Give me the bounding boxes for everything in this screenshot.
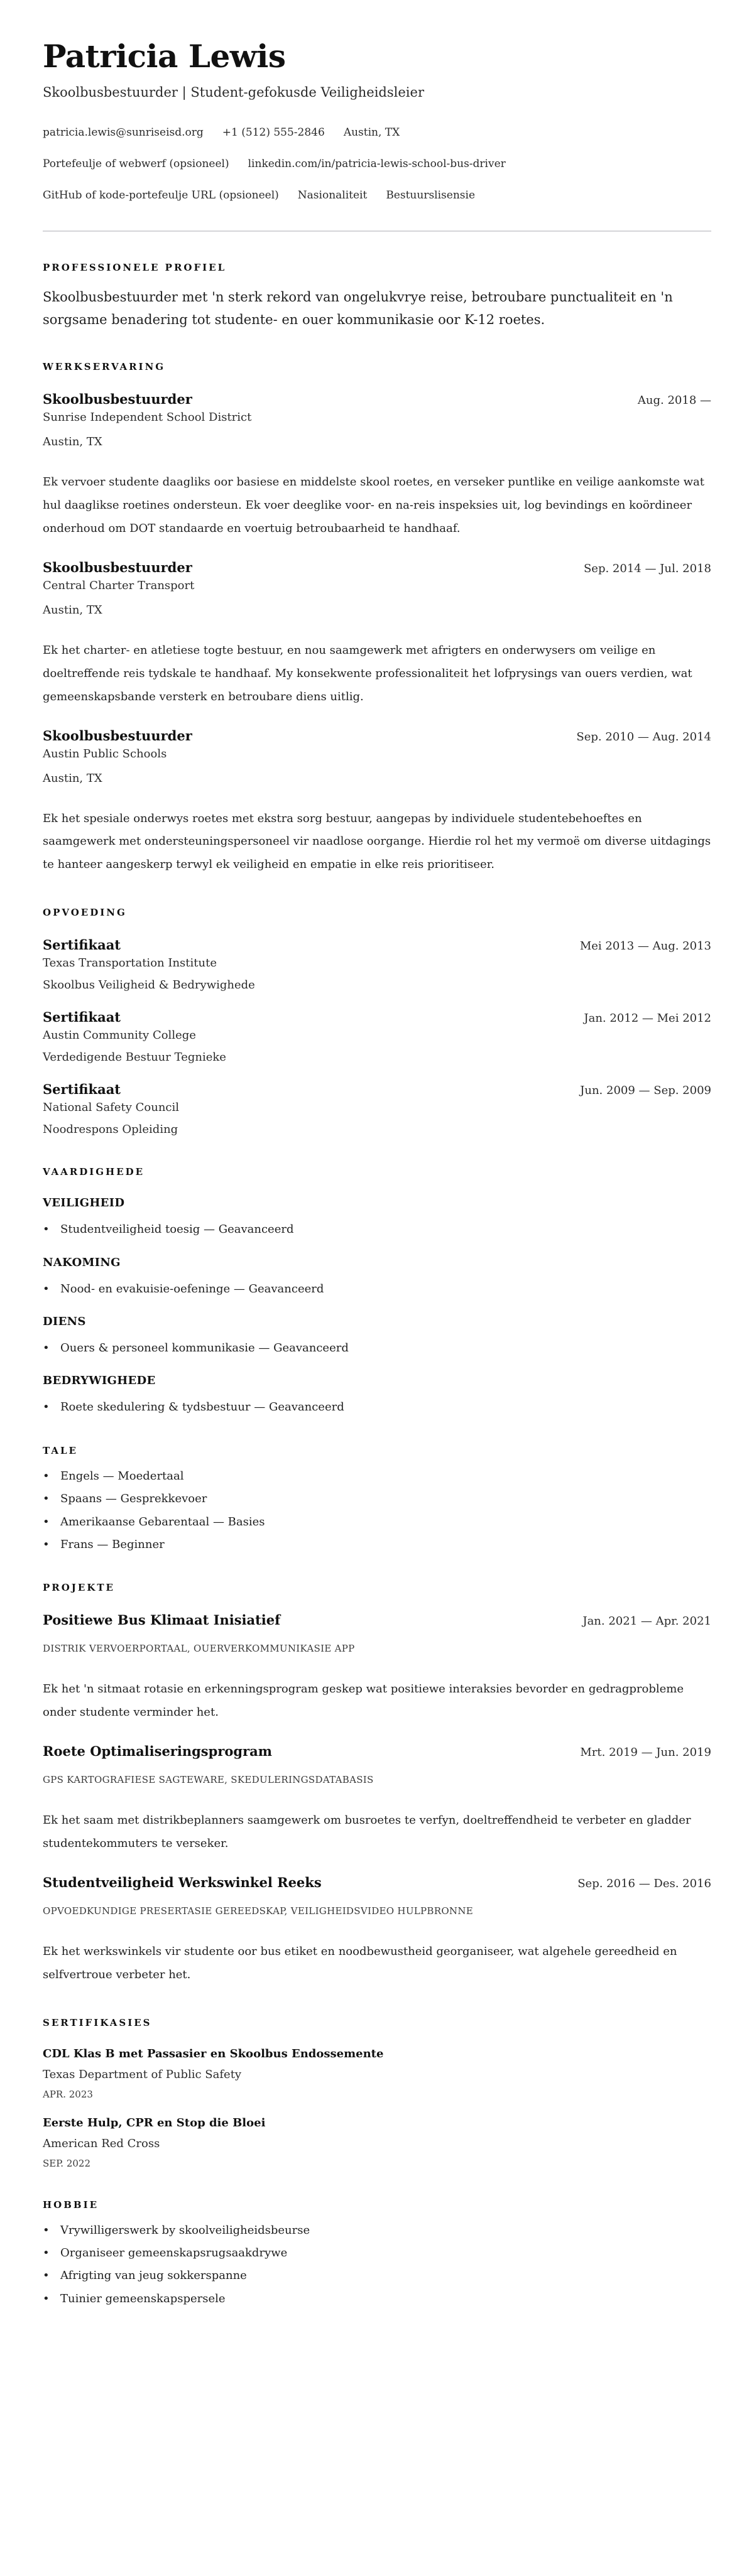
hobby-list — [43, 2223, 711, 2307]
certification-issuer: Texas Department of Public Safety — [43, 2067, 242, 2081]
project-item — [43, 1743, 711, 1856]
contact-phone[interactable]: +1 (512) 555-2846 — [222, 126, 325, 139]
language-item: • Spaans — Gesprekkevoer — [43, 1491, 711, 1506]
skill-group — [43, 1374, 711, 1414]
project-name: Roete Optimaliseringsprogram — [43, 1743, 272, 1760]
education-institution: Texas Transportation Institute — [43, 956, 217, 970]
profile-section — [43, 262, 711, 331]
section-title-profile: PROFESSIONELE PROFIEL — [43, 262, 227, 273]
job-location: Austin, TX — [43, 435, 102, 449]
education-section — [43, 907, 711, 1136]
education-dates: Mei 2013 — Aug. 2013 — [579, 939, 711, 953]
certification-item — [43, 2116, 711, 2169]
skill-item: • Nood- en evakuisie-oefeninge — Geavanceerd — [43, 1282, 711, 1296]
job-title: Skoolbusbestuurder — [43, 391, 192, 408]
contact-email[interactable]: patricia.lewis@sunriseisd.org — [43, 126, 204, 139]
education-item — [43, 1081, 711, 1136]
candidate-headline: Skoolbusbestuurder | Student-gefokusde Veiligheidsleier — [43, 85, 424, 100]
skill-group-title: NAKOMING — [43, 1255, 121, 1269]
candidate-name: Patricia Lewis — [43, 38, 286, 75]
project-tech: DISTRIK VERVOERPORTAAL, OUERVERKOMMUNIKASIE APP — [43, 1643, 355, 1655]
project-description: Ek het werkswinkels vir studente oor bus etiket en noodbewustheid georganiseer, wat algehele gereedheid en selfvertroue verbeter het. — [43, 1944, 677, 1981]
education-degree: Sertifikaat — [43, 1009, 121, 1026]
hobby-item: • Vrywilligerswerk by skoolveiligheidsbeurse — [43, 2223, 711, 2238]
project-item — [43, 1875, 711, 1987]
section-title-skills: VAARDIGHEDE — [43, 1166, 145, 1178]
job-dates: Sep. 2010 — Aug. 2014 — [576, 730, 711, 744]
job-title: Skoolbusbestuurder — [43, 727, 192, 744]
job-title: Skoolbusbestuurder — [43, 559, 192, 575]
certifications-section — [43, 2017, 711, 2169]
education-degree: Sertifikaat — [43, 937, 121, 953]
education-institution: National Safety Council — [43, 1101, 180, 1115]
education-dates: Jun. 2009 — Sep. 2009 — [580, 1084, 711, 1098]
job-dates: Sep. 2014 — Jul. 2018 — [583, 561, 711, 575]
section-title-projects: PROJEKTE — [43, 1582, 115, 1594]
section-title-languages: TALE — [43, 1444, 78, 1456]
contact-row-3 — [43, 189, 711, 202]
section-title-education: OPVOEDING — [43, 907, 127, 919]
hobby-item: • Organiseer gemeenskapsrugsaakdrywe — [43, 2246, 711, 2260]
skill-group — [43, 1315, 711, 1355]
skill-group-title: DIENS — [43, 1315, 86, 1329]
contact-location: Austin, TX — [343, 126, 400, 139]
education-degree: Sertifikaat — [43, 1081, 121, 1098]
experience-item — [43, 560, 711, 709]
contact-github[interactable]: GitHub of kode-portefeulje URL (opsioneel) — [43, 189, 279, 202]
education-field: Noodrespons Opleiding — [43, 1123, 178, 1137]
certification-item — [43, 2047, 711, 2100]
skill-group-title: VEILIGHEID — [43, 1196, 125, 1210]
education-item — [43, 1009, 711, 1064]
skill-group — [43, 1196, 711, 1237]
job-description: Ek vervoer studente daagliks oor basiese en middelste skool roetes, en verseker puntlike en veilige aankomste wat hul daaglikse roetines ondersteun. Ek voer deeglike voor- en na-reis inspeksies uit, log bevindings en koördineer onderhoud om DOT standaarde en voertuig betroubaarheid te handhaaf. — [43, 475, 705, 535]
language-item: • Engels — Moedertaal — [43, 1469, 711, 1483]
job-employer: Sunrise Independent School District — [43, 411, 252, 425]
hobby-item: • Tuinier gemeenskapspersele — [43, 2292, 711, 2306]
experience-section — [43, 361, 711, 877]
project-dates: Mrt. 2019 — Jun. 2019 — [580, 1746, 711, 1760]
certification-name: Eerste Hulp, CPR en Stop die Bloei — [43, 2116, 266, 2130]
project-name: Positiewe Bus Klimaat Inisiatief — [43, 1612, 281, 1628]
profile-summary: Skoolbusbestuurder met 'n sterk rekord van ongelukvrye reise, betroubare punctualiteit en 'n sorgsame benadering tot studente- en ouer kommunikasie oor K-12 roetes. — [43, 290, 673, 328]
project-tech: OPVOEDKUNDIGE PRESERTASIE GEREEDSKAP, VEILIGHEIDSVIDEO HULPBRONNE — [43, 1905, 474, 1917]
contact-row-2 — [43, 158, 711, 170]
certification-date: APR. 2023 — [43, 2088, 93, 2100]
skill-list — [43, 1400, 711, 1414]
contact-drivers-license: Bestuurslisensie — [386, 189, 475, 202]
certification-issuer: American Red Cross — [43, 2136, 160, 2150]
section-title-experience: WERKSERVARING — [43, 361, 166, 373]
contact-portfolio[interactable]: Portefeulje of webwerf (opsioneel) — [43, 158, 229, 170]
job-description: Ek het spesiale onderwys roetes met ekstra sorg bestuur, aangepas by individuele studentebehoeftes en saamgewerk met ondersteuningspersoneel vir naadlose oorgange. Hierdie rol het my vermoë om diverse uitdagings te hanteer aangeskerp terwyl ek veiligheid en empatie in elke reis prioritiseer. — [43, 811, 711, 872]
language-item: • Amerikaanse Gebarentaal — Basies — [43, 1515, 711, 1529]
project-description: Ek het 'n sitmaat rotasie en erkenningsprogram geskep wat positiewe interaksies bevorder en gedragprobleme onder studente verminder het. — [43, 1682, 684, 1719]
languages-section — [43, 1445, 711, 1552]
skill-list — [43, 1341, 711, 1355]
skill-group — [43, 1256, 711, 1296]
skill-list — [43, 1282, 711, 1296]
hobbies-section — [43, 2199, 711, 2307]
job-dates: Aug. 2018 — — [637, 394, 711, 408]
hobby-item: • Afrigting van jeug sokkerspanne — [43, 2268, 711, 2283]
project-item — [43, 1612, 711, 1724]
job-location: Austin, TX — [43, 603, 102, 617]
skill-item: • Ouers & personeel kommunikasie — Geavanceerd — [43, 1341, 711, 1355]
projects-section — [43, 1582, 711, 1986]
skill-list — [43, 1222, 711, 1237]
experience-item — [43, 728, 711, 877]
job-employer: Central Charter Transport — [43, 578, 195, 592]
skills-section — [43, 1166, 711, 1415]
skill-group-title: BEDRYWIGHEDE — [43, 1374, 156, 1388]
contact-row-1 — [43, 126, 711, 139]
job-description: Ek het charter- en atletiese togte bestuur, en nou saamgewerk met afrigters en onderwysers om veilige en doeltreffende reis tydskale te handhaaf. My konsekwente professionaliteit het lofprysings van ouers verdien, wat gemeenskapsbande versterk en betroubare diens uitlig. — [43, 643, 692, 703]
education-item — [43, 937, 711, 992]
language-item: • Frans — Beginner — [43, 1537, 711, 1552]
contact-nationality: Nasionaliteit — [297, 189, 368, 202]
certification-date: SEP. 2022 — [43, 2157, 90, 2169]
contact-linkedin[interactable]: linkedin.com/in/patricia-lewis-school-bus-driver — [248, 158, 506, 170]
experience-item — [43, 391, 711, 541]
education-institution: Austin Community College — [43, 1029, 196, 1042]
job-location: Austin, TX — [43, 771, 102, 785]
skill-item: • Roete skedulering & tydsbestuur — Geavanceerd — [43, 1400, 711, 1414]
project-dates: Jan. 2021 — Apr. 2021 — [582, 1615, 711, 1628]
project-name: Studentveiligheid Werkswinkel Reeks — [43, 1874, 322, 1890]
section-title-hobbies: HOBBIE — [43, 2199, 99, 2211]
language-list — [43, 1469, 711, 1552]
project-tech: GPS KARTOGRAFIESE SAGTEWARE, SKEDULERINGSDATABASIS — [43, 1774, 374, 1786]
education-dates: Jan. 2012 — Mei 2012 — [584, 1012, 711, 1026]
certification-name: CDL Klas B met Passasier en Skoolbus Endossemente — [43, 2047, 384, 2060]
project-description: Ek het saam met distrikbeplanners saamgewerk om busroetes te verfyn, doeltreffendheid te verbeter en gladder studentekommuters te verseker. — [43, 1814, 691, 1851]
skill-item: • Studentveiligheid toesig — Geavanceerd — [43, 1222, 711, 1237]
education-field: Verdedigende Bestuur Tegnieke — [43, 1051, 226, 1064]
project-dates: Sep. 2016 — Des. 2016 — [577, 1876, 711, 1890]
section-title-certifications: SERTIFIKASIES — [43, 2016, 152, 2028]
education-field: Skoolbus Veiligheid & Bedrywighede — [43, 978, 255, 992]
header-divider — [43, 230, 711, 232]
resume-header — [43, 39, 711, 232]
job-employer: Austin Public Schools — [43, 747, 167, 760]
